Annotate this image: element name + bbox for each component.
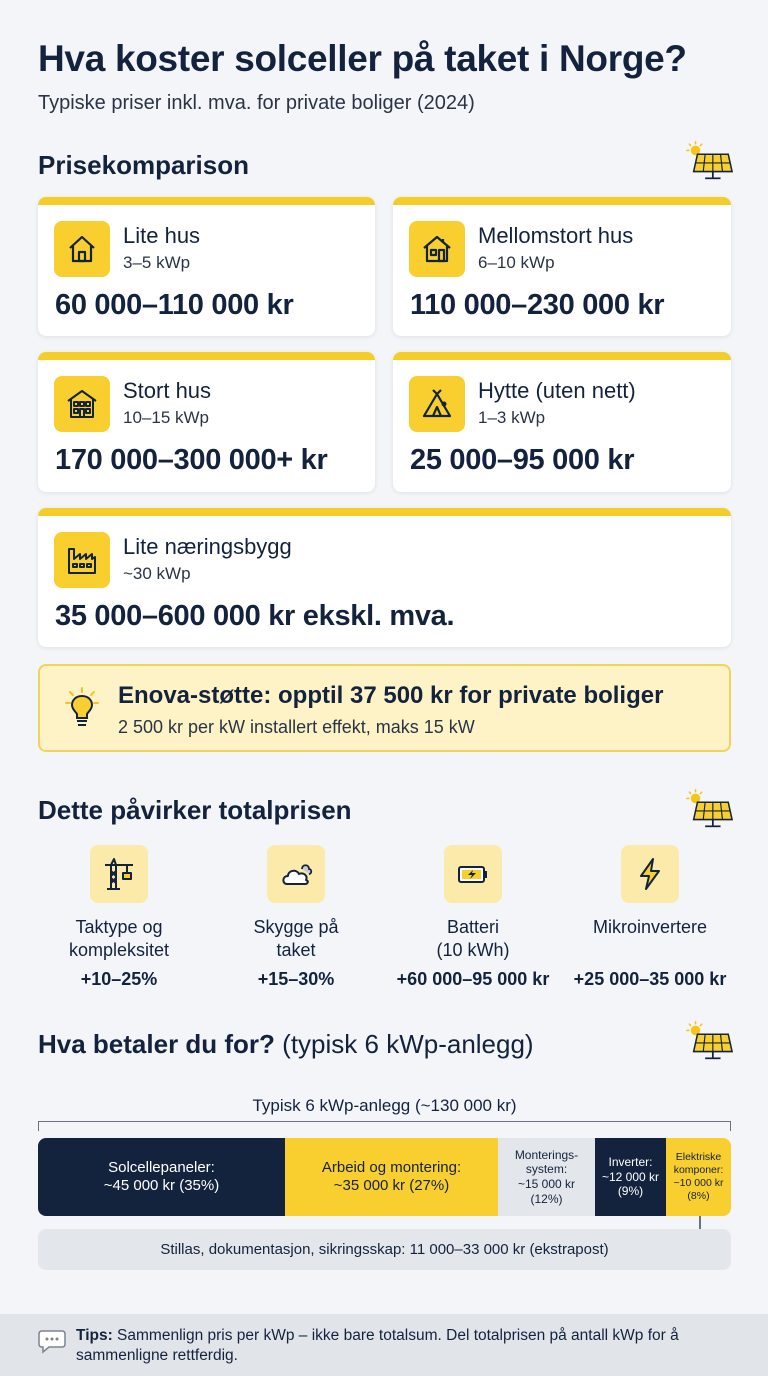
card-price: 25 000–95 000 kr — [410, 444, 635, 476]
card-price: 35 000–600 000 kr ekskl. mva. — [55, 600, 455, 632]
factor-value: +25 000–35 000 kr — [573, 969, 727, 989]
card-kwp: 6–10 kWp — [478, 253, 555, 272]
factor-label: Mikroinvertere — [592, 917, 708, 937]
breakdown-heading-light: (typisk 6 kWp-anlegg) — [282, 1029, 534, 1059]
tips-footer — [0, 1314, 768, 1376]
factor-label: Skygge på taket — [253, 917, 339, 960]
lightning-icon — [621, 845, 679, 903]
page-title: Hva koster solceller på taket i Norge? — [38, 38, 687, 79]
factor-value: +10–25% — [80, 969, 158, 989]
card-price: 170 000–300 000+ kr — [55, 444, 328, 476]
house-large-icon — [54, 376, 110, 432]
factor-batteri — [388, 845, 558, 990]
segment-arbeid-montering: Arbeid og montering: ~35 000 kr (27%) — [285, 1138, 498, 1216]
factor-label: Taktype og kompleksitet — [68, 917, 170, 960]
tips-label: Tips: — [76, 1327, 113, 1344]
enova-title: Enova-støtte: opptil 37 500 kr for private boliger — [118, 682, 664, 709]
breakdown-tick — [699, 1216, 701, 1230]
solar-panel-icon — [684, 140, 734, 182]
factor-value: +60 000–95 000 kr — [396, 969, 550, 989]
house-medium-icon — [409, 221, 465, 277]
segment-solcellepaneler: Solcellepaneler: ~45 000 kr (35%) — [38, 1138, 285, 1216]
breakdown-title: Typisk 6 kWp-anlegg (~130 000 kr) — [252, 1096, 517, 1115]
section-heading-factors: Dette påvirker totalprisen — [38, 795, 352, 825]
price-card-stort-hus — [38, 352, 375, 492]
crane-icon — [90, 845, 148, 903]
card-name: Lite hus — [123, 223, 201, 248]
breakdown-bracket — [38, 1121, 731, 1131]
house-icon — [54, 221, 110, 277]
lightbulb-icon — [62, 686, 102, 730]
segment-inverter: Inverter: ~12 000 kr (9%) — [595, 1138, 666, 1216]
card-name: Lite næringsbygg — [123, 534, 292, 559]
enova-callout — [38, 664, 731, 752]
card-name: Mellomstort hus — [478, 223, 634, 248]
cloud-icon — [267, 845, 325, 903]
cost-breakdown-bar — [38, 1138, 731, 1216]
speech-bubble-icon — [38, 1328, 66, 1354]
enova-text: 2 500 kr per kW installert effekt, maks 15 kW — [118, 717, 475, 737]
segment-elektriske-komponenter: Elektriske komponer: ~10 000 kr (8%) — [666, 1138, 731, 1216]
solar-panel-icon — [684, 1020, 734, 1062]
section-heading-breakdown — [38, 1029, 534, 1060]
card-name: Stort hus — [123, 378, 212, 403]
section-heading-comparison: Prisekomparison — [38, 150, 249, 180]
card-kwp: 3–5 kWp — [123, 253, 191, 272]
price-card-naeringsbygg — [38, 508, 731, 647]
page-subtitle: Typiske priser inkl. mva. for private boliger (2024) — [38, 92, 475, 114]
solar-panel-icon — [684, 788, 734, 830]
factor-label: Batteri (10 kWh) — [436, 917, 510, 960]
price-card-lite-hus — [38, 197, 375, 336]
card-kwp: 10–15 kWp — [123, 408, 209, 427]
card-price: 60 000–110 000 kr — [55, 289, 294, 321]
price-card-mellomstort-hus — [393, 197, 731, 336]
extra-costs: Stillas, dokumentasjon, sikringsskap: 11 000–33 000 kr (ekstrapost) — [38, 1229, 731, 1270]
price-card-hytte — [393, 352, 731, 492]
card-price: 110 000–230 000 kr — [410, 289, 665, 321]
tips-text — [76, 1326, 736, 1366]
battery-icon — [444, 845, 502, 903]
segment-monteringssystem: Monterings- system: ~15 000 kr (12%) — [498, 1138, 595, 1216]
factory-icon — [54, 532, 110, 588]
card-kwp: 1–3 kWp — [478, 408, 546, 427]
card-name: Hytte (uten nett) — [478, 378, 636, 403]
tips-body: Sammenlign pris per kWp – ikke bare totalsum. Del totalprisen på antall kWp for å sammenligne rettferdig. — [76, 1327, 679, 1364]
factor-taktype — [34, 845, 204, 990]
breakdown-heading-bold: Hva betaler du for? — [38, 1029, 275, 1059]
factor-skygge — [211, 845, 381, 990]
tent-icon — [409, 376, 465, 432]
factor-mikroinvertere — [565, 845, 735, 990]
card-kwp: ~30 kWp — [123, 564, 191, 583]
factor-value: +15–30% — [257, 969, 335, 989]
